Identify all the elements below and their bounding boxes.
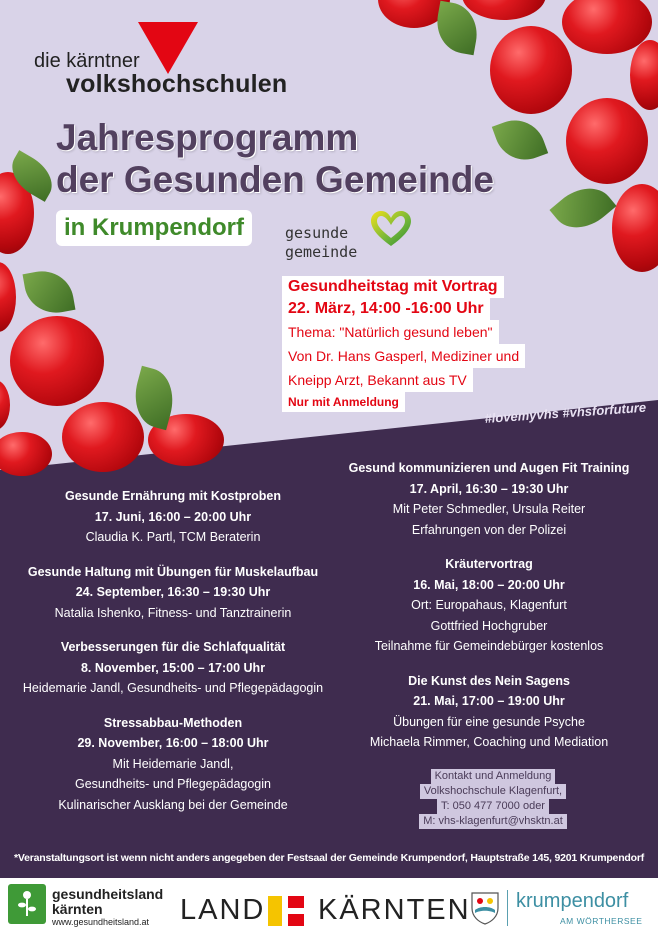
apple-decoration [10, 316, 104, 406]
gesundheitsland-line1: gesundheitsland [52, 886, 164, 902]
event-item [330, 458, 648, 540]
event-title: Gesund kommunizieren und Augen Fit Training [348, 461, 630, 475]
event-detail: Claudia K. Partl, TCM Beraterin [85, 530, 261, 544]
gesundheitsland-square-icon [8, 884, 46, 924]
gesundheitsland-logo [8, 884, 168, 934]
venue-footnote: *Veranstaltungsort ist wenn nicht anders angegeben der Festsaal der Gemeinde Krumpendorf, Hauptstraße 145, 9201 Krumpendorf [13, 852, 645, 864]
events-right [330, 458, 648, 767]
contact-box [418, 769, 568, 829]
event-date: 29. November, 16:00 – 18:00 Uhr [77, 736, 269, 750]
contact-phone: T: 050 477 7000 oder [437, 799, 549, 814]
flower-icon [18, 890, 36, 918]
apple-decoration [566, 98, 648, 184]
logo-triangle-icon [138, 22, 198, 74]
highlight-topic: Thema: "Natürlich gesund leben" [282, 320, 499, 344]
event-detail: Ort: Europahaus, Klagenfurt [411, 598, 567, 612]
apple-decoration [490, 26, 572, 114]
event-detail: Erfahrungen von der Polizei [411, 522, 567, 537]
krumpendorf-subtitle: AM WÖRTHERSEE [560, 916, 643, 926]
event-title: Stressabbau-Methoden [103, 715, 243, 730]
heart-icon [369, 210, 413, 248]
event-detail: Natalia Ishenko, Fitness- und Tanztrainerin [54, 605, 292, 620]
title-line1: Jahresprogramm [56, 117, 359, 158]
land-kaernten-flag-icon [268, 896, 304, 926]
event-item [18, 713, 328, 816]
krumpendorf-name: krumpendorf [516, 890, 629, 912]
event-title: Die Kunst des Nein Sagens [408, 673, 570, 688]
event-detail: Gottfried Hochgruber [430, 618, 548, 633]
highlight-date: 22. März, 14:00 -16:00 Uhr [282, 298, 490, 320]
event-detail: Mit Heidemarie Jandl, [112, 756, 234, 771]
highlight-speaker-2: Kneipp Arzt, Bekannt aus TV [282, 368, 473, 392]
event-date: 24. September, 16:30 – 19:30 Uhr [75, 585, 271, 599]
event-detail: Gesundheits- und Pflegepädagogin [75, 777, 271, 791]
event-title: Gesunde Haltung mit Übungen für Muskelaufbau [27, 564, 319, 579]
event-date: 17. Juni, 16:00 – 20:00 Uhr [94, 509, 252, 524]
event-item [18, 637, 328, 699]
footer-logos [0, 878, 658, 937]
event-date: 16. Mai, 18:00 – 20:00 Uhr [413, 577, 565, 592]
event-item [18, 562, 328, 624]
event-detail: Heidemarie Jandl, Gesundheits- und Pflegepädagogin [22, 681, 324, 695]
land-kaernten-word-1: LAND [180, 894, 266, 926]
gesundheitsland-url: www.gesundheitsland.at [52, 917, 150, 927]
logo-line1: die kärntner [34, 50, 140, 72]
event-detail: Mit Peter Schmedler, Ursula Reiter [392, 502, 586, 516]
event-detail: Michaela Rimmer, Coaching und Mediation [369, 735, 609, 749]
gesunde-gemeinde-logo [285, 210, 425, 266]
contact-line: Volkshochschule Klagenfurt, [420, 784, 566, 799]
event-title: Verbesserungen für die Schlafqualität [60, 640, 286, 654]
land-kaernten-word-2: KÄRNTEN [318, 894, 471, 926]
krumpendorf-crest-icon [470, 890, 500, 926]
event-item [330, 554, 648, 657]
apple-decoration [62, 402, 144, 472]
contact-line: Kontakt und Anmeldung [431, 769, 556, 784]
place-label: in Krumpendorf [56, 210, 252, 246]
highlight-heading: Gesundheitstag mit Vortrag [282, 276, 504, 298]
event-date: 8. November, 15:00 – 17:00 Uhr [80, 660, 266, 675]
vhs-logo [34, 22, 304, 102]
highlight-event [282, 276, 557, 412]
page-title [56, 117, 494, 201]
title-line2: der Gesunden Gemeinde [56, 159, 494, 200]
gesunde-gemeinde-text: gesunde gemeinde [285, 224, 358, 261]
event-date: 17. April, 16:30 – 19:30 Uhr [409, 481, 569, 496]
events-left [18, 486, 328, 829]
highlight-note: Nur mit Anmeldung [282, 392, 405, 412]
gesundheitsland-line2: kärnten [52, 901, 103, 917]
highlight-speaker-1: Von Dr. Hans Gasperl, Mediziner und [282, 344, 525, 368]
hashtags: #lovemyvhs #vhsforfuture [484, 399, 647, 426]
contact-email: M: vhs-klagenfurt@vhsktn.at [419, 814, 567, 829]
event-title: Gesunde Ernährung mit Kostproben [65, 489, 281, 503]
event-detail: Teilnahme für Gemeindebürger kostenlos [374, 639, 604, 653]
event-detail: Übungen für eine gesunde Psyche [393, 714, 585, 729]
krumpendorf-divider [507, 890, 508, 926]
event-title: Kräutervortrag [445, 557, 533, 571]
event-detail: Kulinarischer Ausklang bei der Gemeinde [58, 797, 288, 812]
event-item [330, 671, 648, 753]
event-date: 21. Mai, 17:00 – 19:00 Uhr [413, 694, 565, 708]
logo-line2: volkshochschulen [66, 70, 288, 98]
event-item [18, 486, 328, 548]
